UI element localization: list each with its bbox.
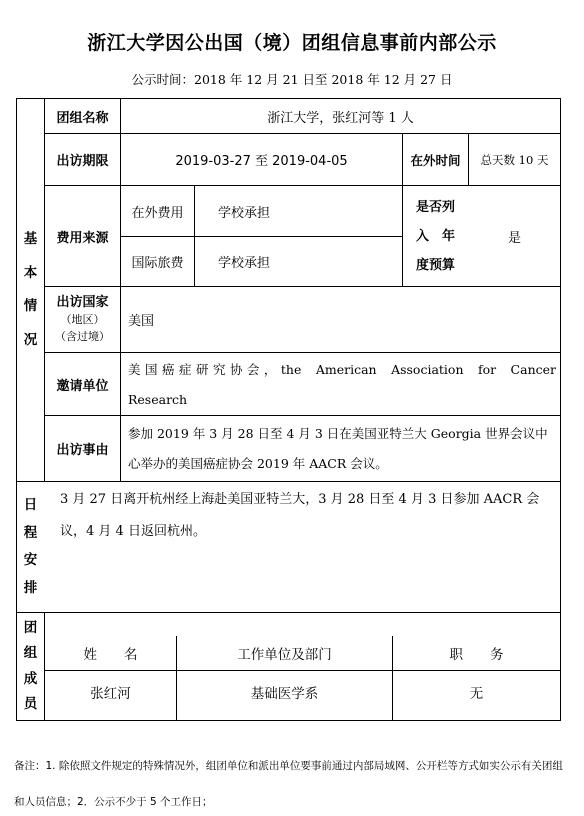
- abroad-cost-value: 学校承担: [218, 205, 271, 221]
- abroad-time-value: 总天数 10 天: [480, 152, 549, 167]
- publicity-period: 公示时间：2018 年 12 月 21 日至 2018 年 12 月 27 日: [131, 72, 453, 87]
- inviter-value: 美国癌症研究协会，the American Association for Cancer Research: [128, 362, 556, 407]
- abroad-time-label: 在外时间: [410, 152, 461, 168]
- abroad-cost-label: 在外费用: [131, 205, 184, 221]
- travel-cost-value: 学校承担: [218, 256, 271, 271]
- member-name: 张红河: [90, 686, 131, 702]
- group-name-label: 团组名称: [56, 110, 109, 126]
- country-label: 出访国家 （地区） （含过境）: [55, 295, 110, 343]
- member-title: 无: [469, 686, 484, 702]
- member-header-unit: 工作单位及部门: [237, 647, 332, 663]
- country-value: 美国: [128, 314, 155, 329]
- purpose-label: 出访事由: [56, 443, 109, 458]
- member-header-name: 姓 名: [83, 647, 138, 663]
- page-title: 浙江大学因公出国（境）团组信息事前内部公示: [87, 32, 497, 54]
- section-basic-info: 基 本 情 况: [23, 231, 38, 348]
- visit-period-value: 2019-03-27 至 2019-04-05: [175, 154, 348, 169]
- travel-cost-label: 国际旅费: [131, 256, 184, 271]
- footnote: 备注：1. 除依照文件规定的特殊情况外，组团单位和派出单位要事前通过内部局域网、公开栏等方式如实公示有关团组和人员信息；2．公示不少于 5 个工作日；: [14, 760, 563, 808]
- budget-value: 是: [507, 230, 521, 246]
- schedule-text: 3 月 27 日离开杭州经上海赴美国亚特兰大，3 月 28 日至 4 月 3 日参加 AACR 会议，4 月 4 日返回杭州。: [60, 492, 540, 539]
- section-schedule: 日 程 安 排: [23, 497, 38, 596]
- section-members: 团 组 成 员: [23, 619, 38, 712]
- inviter-label: 邀请单位: [56, 378, 109, 394]
- group-name-value: 浙江大学，张红河等 1 人: [267, 110, 414, 126]
- visit-period-label: 出访期限: [56, 154, 109, 169]
- member-header-title: 职 务: [449, 647, 504, 663]
- budget-label: 是否列 入 年 度预算: [415, 199, 455, 273]
- member-unit: 基础医学系: [250, 686, 319, 702]
- purpose-value: 参加 2019 年 3 月 28 日至 4 月 3 日在美国亚特兰大 Georgia 世界会议中心举办的美国癌症协会 2019 年 AACR 会议。: [128, 426, 548, 471]
- funding-label: 费用来源: [56, 230, 109, 246]
